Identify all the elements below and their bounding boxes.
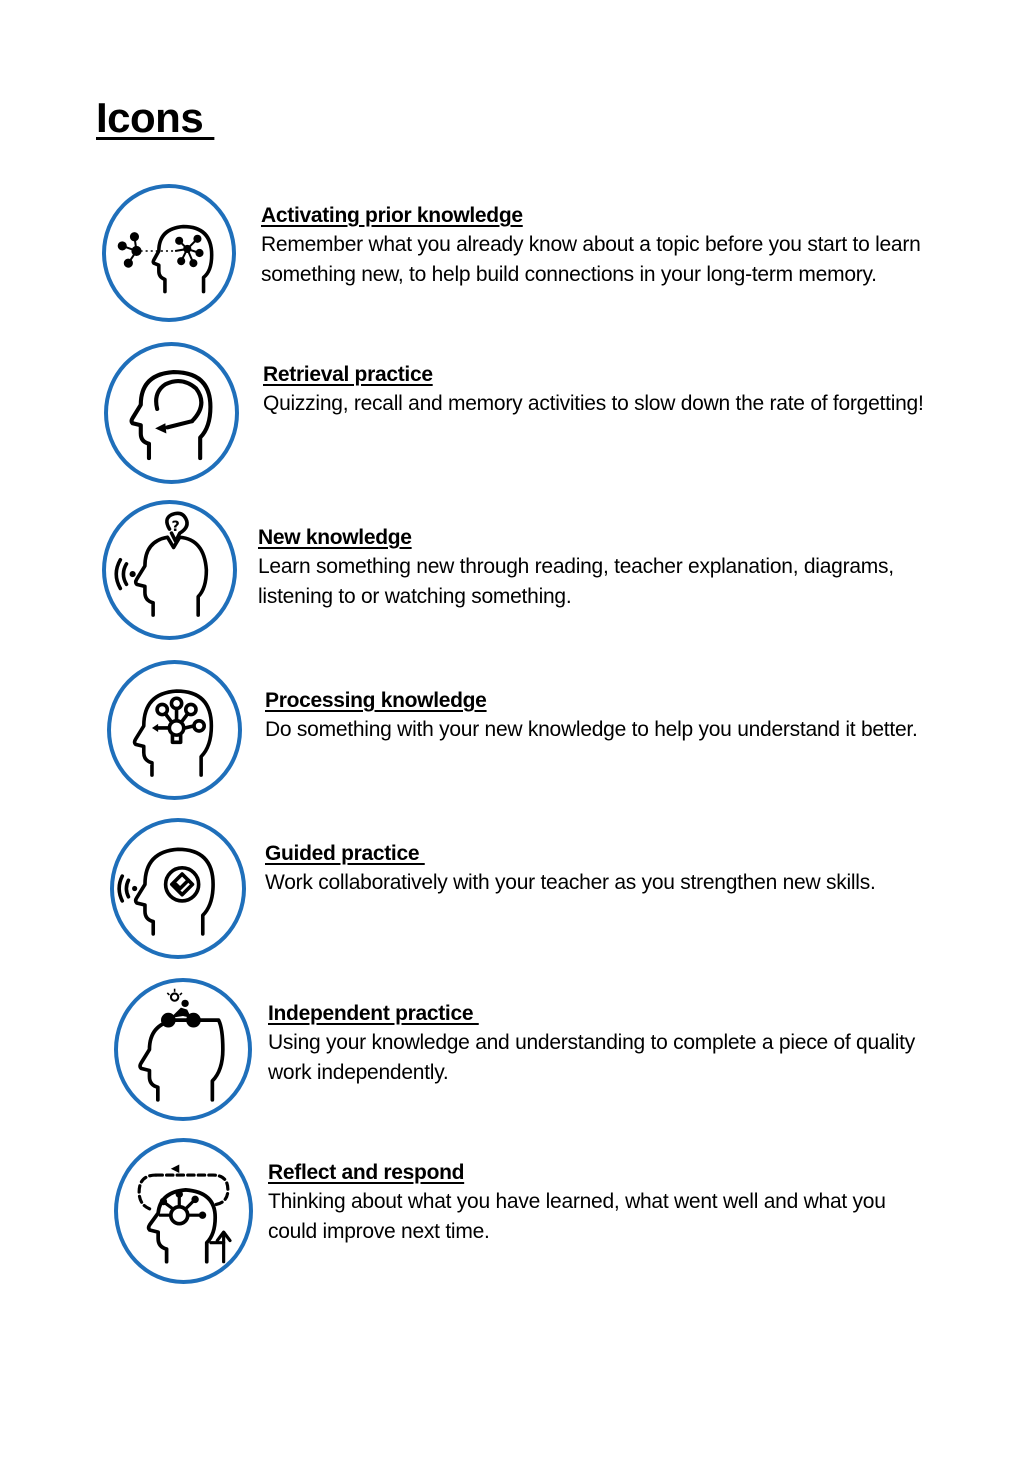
icon-badge xyxy=(114,978,252,1121)
item-description: Work collaboratively with your teacher as you strengthen new skills. xyxy=(265,871,876,894)
item-title: Independent practice xyxy=(268,1002,479,1025)
item-description: Using your knowledge and understanding to complete a piece of quality work independently. xyxy=(268,1031,916,1084)
item-description: Learn something new through reading, teacher explanation, diagrams, listening to or watching something. xyxy=(258,555,894,608)
item-text xyxy=(258,523,923,611)
item-title: New knowledge xyxy=(258,526,412,549)
item-title: Retrieval practice xyxy=(263,363,433,386)
head-cyclist-icon xyxy=(118,982,248,1117)
icon-badge xyxy=(102,184,236,322)
head-question-icon xyxy=(106,504,233,636)
item-title: Guided practice xyxy=(265,842,425,865)
item-text xyxy=(261,201,921,289)
item-text xyxy=(263,360,928,419)
head-reflect-icon xyxy=(118,1142,249,1280)
icon-badge xyxy=(110,818,246,959)
head-network-icon xyxy=(106,188,232,318)
page-title: Icons xyxy=(96,94,215,141)
head-loop-arrow-icon xyxy=(108,346,235,480)
icon-badge xyxy=(114,1138,253,1284)
item-description: Remember what you already know about a topic before you start to learn something new, to help build connections in your long-term memory. xyxy=(261,233,921,286)
head-lightbulb-icon xyxy=(111,664,238,796)
icon-badge xyxy=(102,500,237,640)
item-text xyxy=(268,1158,933,1246)
icon-badge xyxy=(104,342,239,484)
head-target-icon xyxy=(114,822,242,955)
item-title: Activating prior knowledge xyxy=(261,204,523,227)
item-text xyxy=(268,999,933,1087)
item-title: Processing knowledge xyxy=(265,689,487,712)
item-description: Do something with your new knowledge to help you understand it better. xyxy=(265,718,918,741)
item-description: Thinking about what you have learned, what went well and what you could improve next time. xyxy=(268,1190,886,1243)
item-description: Quizzing, recall and memory activities to slow down the rate of forgetting! xyxy=(263,392,924,415)
item-title: Reflect and respond xyxy=(268,1161,465,1184)
item-text xyxy=(265,839,930,898)
item-text xyxy=(265,686,930,745)
svg-text:?: ? xyxy=(171,519,180,536)
icon-badge xyxy=(107,660,242,800)
